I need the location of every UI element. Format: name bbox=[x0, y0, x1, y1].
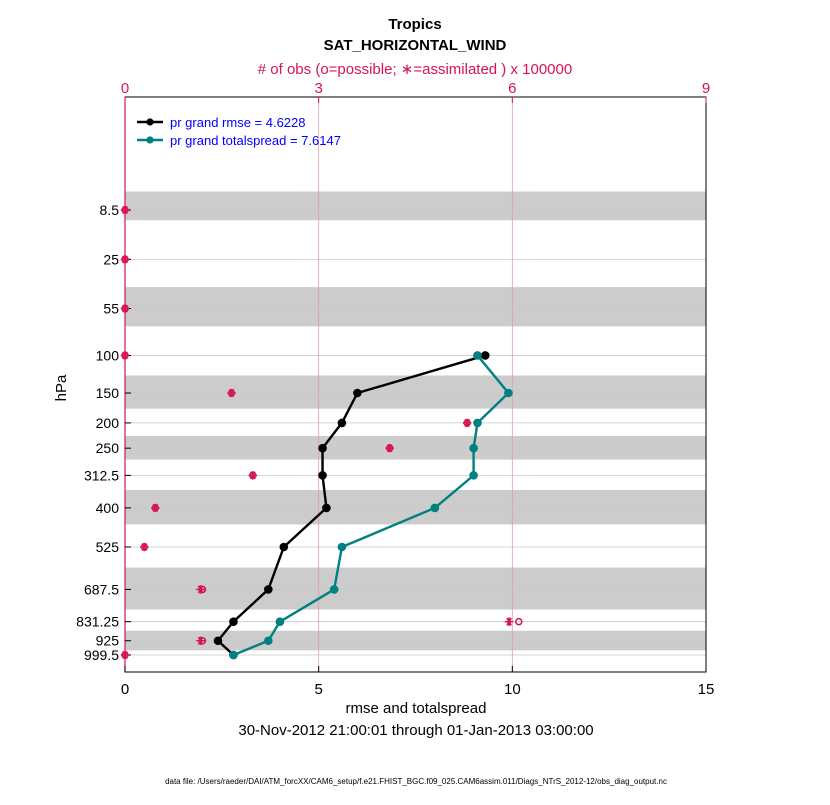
y-tick-label: 687.5 bbox=[83, 581, 119, 598]
y-tick-label: 312.5 bbox=[83, 467, 119, 484]
spread-data-point bbox=[470, 444, 478, 452]
spread-data-point bbox=[505, 389, 513, 397]
y-tick-label: 831.25 bbox=[76, 613, 119, 630]
shaded-layer-band bbox=[125, 490, 706, 524]
top-tick-label: 9 bbox=[701, 80, 711, 97]
obs-assimilated-marker bbox=[121, 651, 129, 659]
y-axis-label: hPa bbox=[53, 374, 70, 402]
y-tick-label: 8.5 bbox=[99, 202, 119, 218]
rmse-data-point bbox=[319, 472, 327, 480]
shaded-layer-band bbox=[125, 375, 706, 408]
spread-data-point bbox=[474, 419, 482, 427]
rmse-data-point bbox=[354, 389, 362, 397]
y-tick-label: 525 bbox=[95, 539, 119, 556]
rmse-data-point bbox=[230, 618, 238, 626]
obs-assimilated-marker bbox=[121, 255, 129, 263]
y-tick-label: 400 bbox=[95, 499, 119, 516]
x-tick-label: 15 bbox=[697, 681, 715, 698]
spread-data-point bbox=[474, 352, 482, 360]
y-tick-label: 25 bbox=[103, 251, 119, 268]
y-tick-label: 250 bbox=[95, 440, 119, 457]
y-tick-label: 999.5 bbox=[83, 647, 119, 663]
shaded-layer-band bbox=[125, 568, 706, 610]
x-tick-label: 10 bbox=[503, 681, 521, 698]
top-axis-label: # of obs (o=possible; ∗=assimilated ) x 100000 bbox=[257, 61, 573, 78]
y-tick-label: 200 bbox=[95, 414, 119, 431]
spread-data-point bbox=[470, 472, 478, 480]
rmse-data-point bbox=[338, 419, 346, 427]
data-file-footer: data file: /Users/raeder/DAI/ATM_forcXX/CAM6_setup/f.e21.FHIST_BGC.f09_025.CAM6assim.011/Diags_NTrS_2012-12/obs_diag_output.nc bbox=[165, 777, 667, 786]
x-tick-label: 5 bbox=[314, 681, 323, 698]
y-tick-label: 925 bbox=[95, 632, 119, 649]
spread-data-point bbox=[230, 651, 238, 659]
y-tick-label: 100 bbox=[95, 347, 119, 364]
chart-title: Tropics bbox=[388, 16, 442, 33]
x-axis-label: rmse and totalspread bbox=[345, 700, 487, 717]
top-tick-label: 0 bbox=[120, 80, 130, 97]
spread-data-point bbox=[431, 504, 439, 512]
legend-marker-rmse bbox=[146, 118, 153, 125]
spread-data-point bbox=[276, 618, 284, 626]
shaded-layer-band bbox=[125, 191, 706, 220]
legend-label-rmse: pr grand rmse = 4.6228 bbox=[170, 115, 306, 130]
spread-data-point bbox=[265, 637, 273, 645]
shaded-layer-band bbox=[125, 287, 706, 326]
obs-assimilated-marker bbox=[121, 351, 129, 359]
rmse-data-point bbox=[214, 637, 222, 645]
top-tick-label: 3 bbox=[314, 80, 323, 97]
date-range-label: 30-Nov-2012 21:00:01 through 01-Jan-2013 03:00:00 bbox=[238, 722, 594, 739]
y-tick-label: 150 bbox=[95, 385, 119, 402]
obs-assimilated-marker bbox=[140, 543, 148, 551]
obs-assimilated-marker bbox=[463, 419, 471, 427]
top-tick-label: 6 bbox=[508, 80, 517, 97]
chart-subtitle: SAT_HORIZONTAL_WIND bbox=[323, 37, 507, 54]
spread-data-point bbox=[338, 543, 346, 551]
y-tick-label: 55 bbox=[103, 300, 119, 317]
rmse-data-point bbox=[323, 504, 331, 512]
legend-marker-spread bbox=[146, 136, 153, 143]
x-tick-label: 0 bbox=[120, 681, 130, 698]
obs-assimilated-marker bbox=[249, 471, 257, 479]
spread-data-point bbox=[330, 586, 338, 594]
legend-label-spread: pr grand totalspread = 7.6147 bbox=[170, 133, 341, 148]
rmse-data-point bbox=[319, 444, 327, 452]
rmse-data-point bbox=[280, 543, 288, 551]
rmse-data-point bbox=[265, 586, 273, 594]
rmse-data-point bbox=[481, 352, 489, 360]
